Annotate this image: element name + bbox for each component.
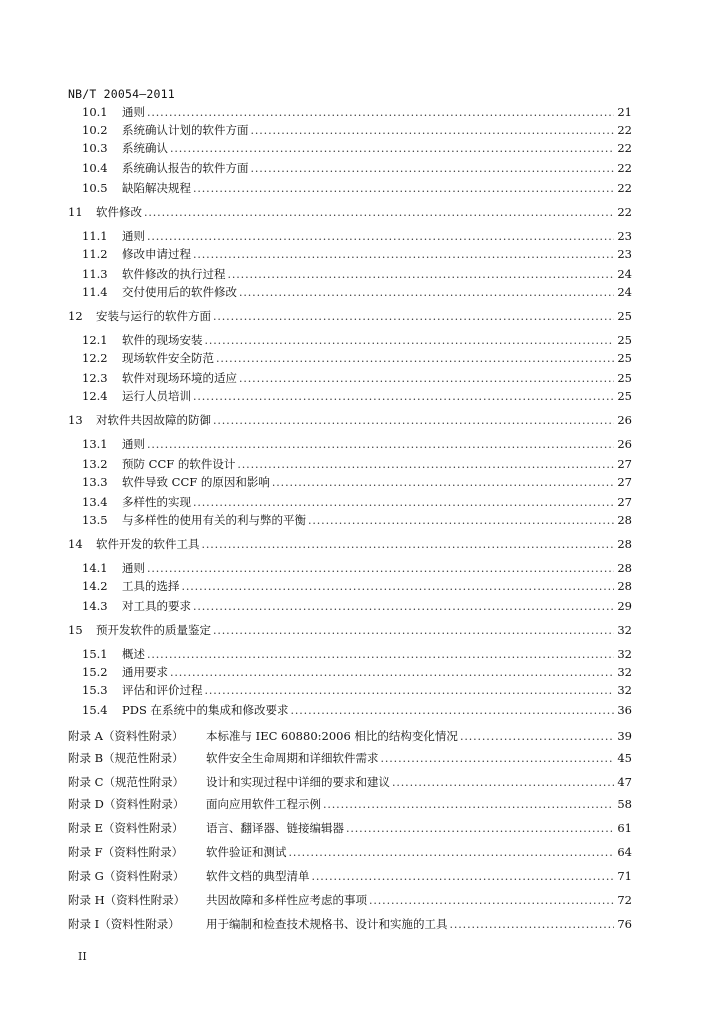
dot-leader (147, 560, 614, 576)
toc-subsection-entry[interactable] (0, 598, 724, 614)
dot-leader (193, 180, 614, 196)
toc-section-entry[interactable] (0, 204, 724, 220)
toc-entry-title: 对工具的要求 (122, 599, 191, 613)
toc-entry-number: 附录 I（资料性附录） (68, 917, 180, 931)
dot-leader (170, 664, 614, 680)
toc-subsection-entry[interactable] (0, 180, 724, 196)
toc-subsection-entry[interactable] (0, 436, 724, 452)
dot-leader (182, 578, 615, 594)
toc-entry-title: 交付使用后的软件修改 (122, 285, 237, 299)
toc-entry-page: 27 (617, 475, 632, 489)
dot-leader (460, 728, 614, 744)
toc-entry-title: 系统确认报告的软件方面 (122, 161, 249, 175)
toc-entry-number: 附录 C（规范性附录） (68, 775, 184, 789)
toc-section-entry[interactable] (0, 536, 724, 552)
toc-entry-page: 24 (617, 285, 632, 299)
toc-subsection-entry[interactable] (0, 494, 724, 510)
toc-appendix-entry[interactable] (0, 796, 724, 812)
toc-entry-number: 10.3 (82, 141, 108, 155)
toc-entry-number: 附录 G（资料性附录） (68, 869, 185, 883)
toc-subsection-entry[interactable] (0, 560, 724, 576)
standard-number-header: NB/T 20054—2011 (68, 87, 175, 101)
toc-entry-page: 25 (617, 333, 632, 347)
toc-entry-number: 10.4 (82, 161, 108, 175)
toc-entry-number: 11.3 (82, 267, 108, 281)
toc-entry-page: 64 (617, 845, 632, 859)
dot-leader (312, 868, 615, 884)
toc-appendix-entry[interactable] (0, 774, 724, 790)
toc-entry-page: 72 (617, 893, 632, 907)
toc-subsection-entry[interactable] (0, 284, 724, 300)
dot-leader (205, 332, 615, 348)
toc-subsection-entry[interactable] (0, 664, 724, 680)
toc-entry-page: 32 (617, 623, 632, 637)
toc-entry-page: 25 (617, 309, 632, 323)
toc-subsection-entry[interactable] (0, 228, 724, 244)
toc-entry-title: 软件修改的执行过程 (122, 267, 226, 281)
toc-entry-page: 39 (617, 729, 632, 743)
dot-leader (369, 892, 614, 908)
toc-entry-number: 12 (68, 309, 83, 323)
toc-entry-page: 47 (617, 775, 632, 789)
toc-entry-title: 设计和实现过程中详细的要求和建议 (206, 775, 390, 789)
toc-entry-number: 12.1 (82, 333, 108, 347)
toc-entry-number: 附录 B（规范性附录） (68, 751, 184, 765)
dot-leader (213, 308, 614, 324)
toc-subsection-entry[interactable] (0, 160, 724, 176)
toc-entry-page: 25 (617, 371, 632, 385)
toc-subsection-entry[interactable] (0, 388, 724, 404)
toc-entry-page: 28 (617, 513, 632, 527)
toc-entry-number: 12.2 (82, 351, 108, 365)
toc-entry-page: 26 (617, 437, 632, 451)
toc-entry-page: 76 (617, 917, 632, 931)
dot-leader (147, 436, 614, 452)
dot-leader (251, 122, 615, 138)
toc-entry-page: 28 (617, 561, 632, 575)
toc-entry-title: 预防 CCF 的软件设计 (122, 457, 236, 471)
toc-entry-number: 12.3 (82, 371, 108, 385)
page-number: II (78, 950, 87, 963)
toc-entry-page: 22 (617, 161, 632, 175)
toc-entry-page: 29 (617, 599, 632, 613)
dot-leader (213, 412, 614, 428)
toc-entry-page: 25 (617, 389, 632, 403)
toc-entry-page: 36 (617, 703, 632, 717)
toc-entry-title: 运行人员培训 (122, 389, 191, 403)
toc-entry-title: 通则 (122, 105, 145, 119)
dot-leader (193, 388, 614, 404)
toc-entry-title: 缺陷解决规程 (122, 181, 191, 195)
toc-appendix-entry[interactable] (0, 844, 724, 860)
toc-appendix-entry[interactable] (0, 868, 724, 884)
toc-appendix-entry[interactable] (0, 892, 724, 908)
toc-entry-number: 13.2 (82, 457, 108, 471)
toc-entry-number: 附录 A（资料性附录） (68, 729, 184, 743)
toc-entry-title: 语言、翻译器、链接编辑器 (206, 821, 344, 835)
toc-entry-title: 软件文档的典型清单 (206, 869, 310, 883)
toc-entry-title: 多样性的实现 (122, 495, 191, 509)
toc-entry-title: 通则 (122, 561, 145, 575)
toc-entry-number: 附录 F（资料性附录） (68, 845, 184, 859)
toc-entry-title: 本标准与 IEC 60880:2006 相比的结构变化情况 (206, 729, 458, 743)
toc-entry-number: 13.5 (82, 513, 108, 527)
toc-entry-title: 通则 (122, 229, 145, 243)
dot-leader (239, 370, 614, 386)
toc-entry-title: 软件对现场环境的适应 (122, 371, 237, 385)
toc-entry-page: 22 (617, 181, 632, 195)
toc-entry-page: 71 (617, 869, 632, 883)
toc-entry-page: 58 (617, 797, 632, 811)
toc-subsection-entry[interactable] (0, 266, 724, 282)
toc-section-entry[interactable] (0, 308, 724, 324)
dot-leader (308, 512, 614, 528)
toc-entry-number: 14 (68, 537, 83, 551)
dot-leader (239, 284, 614, 300)
toc-subsection-entry[interactable] (0, 456, 724, 472)
toc-subsection-entry[interactable] (0, 104, 724, 120)
toc-entry-number: 10.5 (82, 181, 108, 195)
toc-entry-number: 14.1 (82, 561, 108, 575)
toc-entry-number: 15.4 (82, 703, 108, 717)
dot-leader (147, 104, 614, 120)
toc-entry-number: 11 (68, 205, 83, 219)
toc-entry-page: 28 (617, 537, 632, 551)
toc-entry-title: 共因故障和多样性应考虑的事项 (206, 893, 367, 907)
toc-entry-number: 14.2 (82, 579, 108, 593)
toc-entry-number: 15.1 (82, 647, 108, 661)
toc-entry-title: 工具的选择 (122, 579, 180, 593)
toc-entry-title: 用于编制和检查技术规格书、设计和实施的工具 (206, 917, 448, 931)
toc-entry-number: 13 (68, 413, 83, 427)
toc-entry-page: 32 (617, 665, 632, 679)
toc-entry-page: 23 (617, 247, 632, 261)
toc-entry-title: 软件导致 CCF 的原因和影响 (122, 475, 270, 489)
toc-entry-number: 12.4 (82, 389, 108, 403)
dot-leader (205, 682, 615, 698)
toc-entry-title: 与多样性的使用有关的利与弊的平衡 (122, 513, 306, 527)
toc-entry-title: 通则 (122, 437, 145, 451)
dot-leader (251, 160, 615, 176)
toc-subsection-entry[interactable] (0, 140, 724, 156)
toc-entry-number: 13.1 (82, 437, 108, 451)
toc-entry-page: 26 (617, 413, 632, 427)
toc-appendix-entry[interactable] (0, 750, 724, 766)
toc-subsection-entry[interactable] (0, 646, 724, 662)
toc-entry-number: 附录 E（资料性附录） (68, 821, 184, 835)
toc-entry-number: 14.3 (82, 599, 108, 613)
toc-entry-page: 22 (617, 205, 632, 219)
toc-entry-title: 系统确认 (122, 141, 168, 155)
dot-leader (381, 750, 615, 766)
toc-entry-number: 11.2 (82, 247, 108, 261)
toc-entry-number: 附录 H（资料性附录） (68, 893, 186, 907)
toc-entry-page: 27 (617, 495, 632, 509)
toc-appendix-entry[interactable] (0, 728, 724, 744)
toc-entry-number: 10.2 (82, 123, 108, 137)
toc-entry-number: 附录 D（资料性附录） (68, 797, 185, 811)
dot-leader (147, 228, 614, 244)
toc-entry-title: 软件开发的软件工具 (96, 537, 200, 551)
toc-entry-number: 15.3 (82, 683, 108, 697)
toc-entry-title: 软件修改 (96, 205, 142, 219)
toc-entry-title: 预开发软件的质量鉴定 (96, 623, 211, 637)
dot-leader (237, 456, 614, 472)
dot-leader (323, 796, 614, 812)
toc-entry-page: 22 (617, 141, 632, 155)
toc-entry-page: 61 (617, 821, 632, 835)
toc-entry-page: 27 (617, 457, 632, 471)
dot-leader (228, 266, 615, 282)
toc-entry-title: 面向应用软件工程示例 (206, 797, 321, 811)
toc-entry-title: 评估和评价过程 (122, 683, 203, 697)
dot-leader (291, 702, 615, 718)
toc-section-entry[interactable] (0, 412, 724, 428)
dot-leader (213, 622, 614, 638)
toc-subsection-entry[interactable] (0, 246, 724, 262)
dot-leader (193, 494, 614, 510)
toc-entry-title: PDS 在系统中的集成和修改要求 (122, 703, 289, 717)
toc-entry-number: 11.1 (82, 229, 108, 243)
toc-entry-number: 10.1 (82, 105, 108, 119)
toc-entry-page: 21 (617, 105, 632, 119)
toc-entry-title: 现场软件安全防范 (122, 351, 214, 365)
toc-entry-page: 32 (617, 683, 632, 697)
dot-leader (272, 474, 614, 490)
toc-entry-title: 安装与运行的软件方面 (96, 309, 211, 323)
toc-entry-number: 15 (68, 623, 83, 637)
toc-subsection-entry[interactable] (0, 122, 724, 138)
toc-appendix-entry[interactable] (0, 820, 724, 836)
toc-entry-page: 25 (617, 351, 632, 365)
toc-entry-title: 软件安全生命周期和详细软件需求 (206, 751, 379, 765)
toc-entry-number: 13.4 (82, 495, 108, 509)
toc-subsection-entry[interactable] (0, 474, 724, 490)
dot-leader (289, 844, 615, 860)
toc-appendix-entry[interactable] (0, 916, 724, 932)
toc-subsection-entry[interactable] (0, 702, 724, 718)
dot-leader (193, 598, 614, 614)
toc-entry-page: 32 (617, 647, 632, 661)
toc-section-entry[interactable] (0, 622, 724, 638)
toc-entry-number: 13.3 (82, 475, 108, 489)
toc-entry-page: 23 (617, 229, 632, 243)
toc-entry-title: 修改申请过程 (122, 247, 191, 261)
toc-entry-page: 28 (617, 579, 632, 593)
toc-entry-page: 24 (617, 267, 632, 281)
toc-entry-title: 概述 (122, 647, 145, 661)
toc-subsection-entry[interactable] (0, 370, 724, 386)
toc-entry-title: 系统确认计划的软件方面 (122, 123, 249, 137)
dot-leader (202, 536, 615, 552)
toc-subsection-entry[interactable] (0, 512, 724, 528)
toc-entry-title: 软件验证和测试 (206, 845, 287, 859)
toc-entry-title: 软件的现场安装 (122, 333, 203, 347)
dot-leader (147, 646, 614, 662)
dot-leader (170, 140, 614, 156)
toc-subsection-entry[interactable] (0, 682, 724, 698)
dot-leader (216, 350, 614, 366)
dot-leader (346, 820, 614, 836)
dot-leader (193, 246, 614, 262)
toc-entry-number: 11.4 (82, 285, 108, 299)
toc-entry-page: 45 (617, 751, 632, 765)
toc-entry-title: 通用要求 (122, 665, 168, 679)
dot-leader (392, 774, 614, 790)
dot-leader (144, 204, 614, 220)
dot-leader (450, 916, 615, 932)
toc-entry-title: 对软件共因故障的防御 (96, 413, 211, 427)
toc-entry-page: 22 (617, 123, 632, 137)
toc-subsection-entry[interactable] (0, 332, 724, 348)
toc-entry-number: 15.2 (82, 665, 108, 679)
toc-subsection-entry[interactable] (0, 350, 724, 366)
toc-subsection-entry[interactable] (0, 578, 724, 594)
